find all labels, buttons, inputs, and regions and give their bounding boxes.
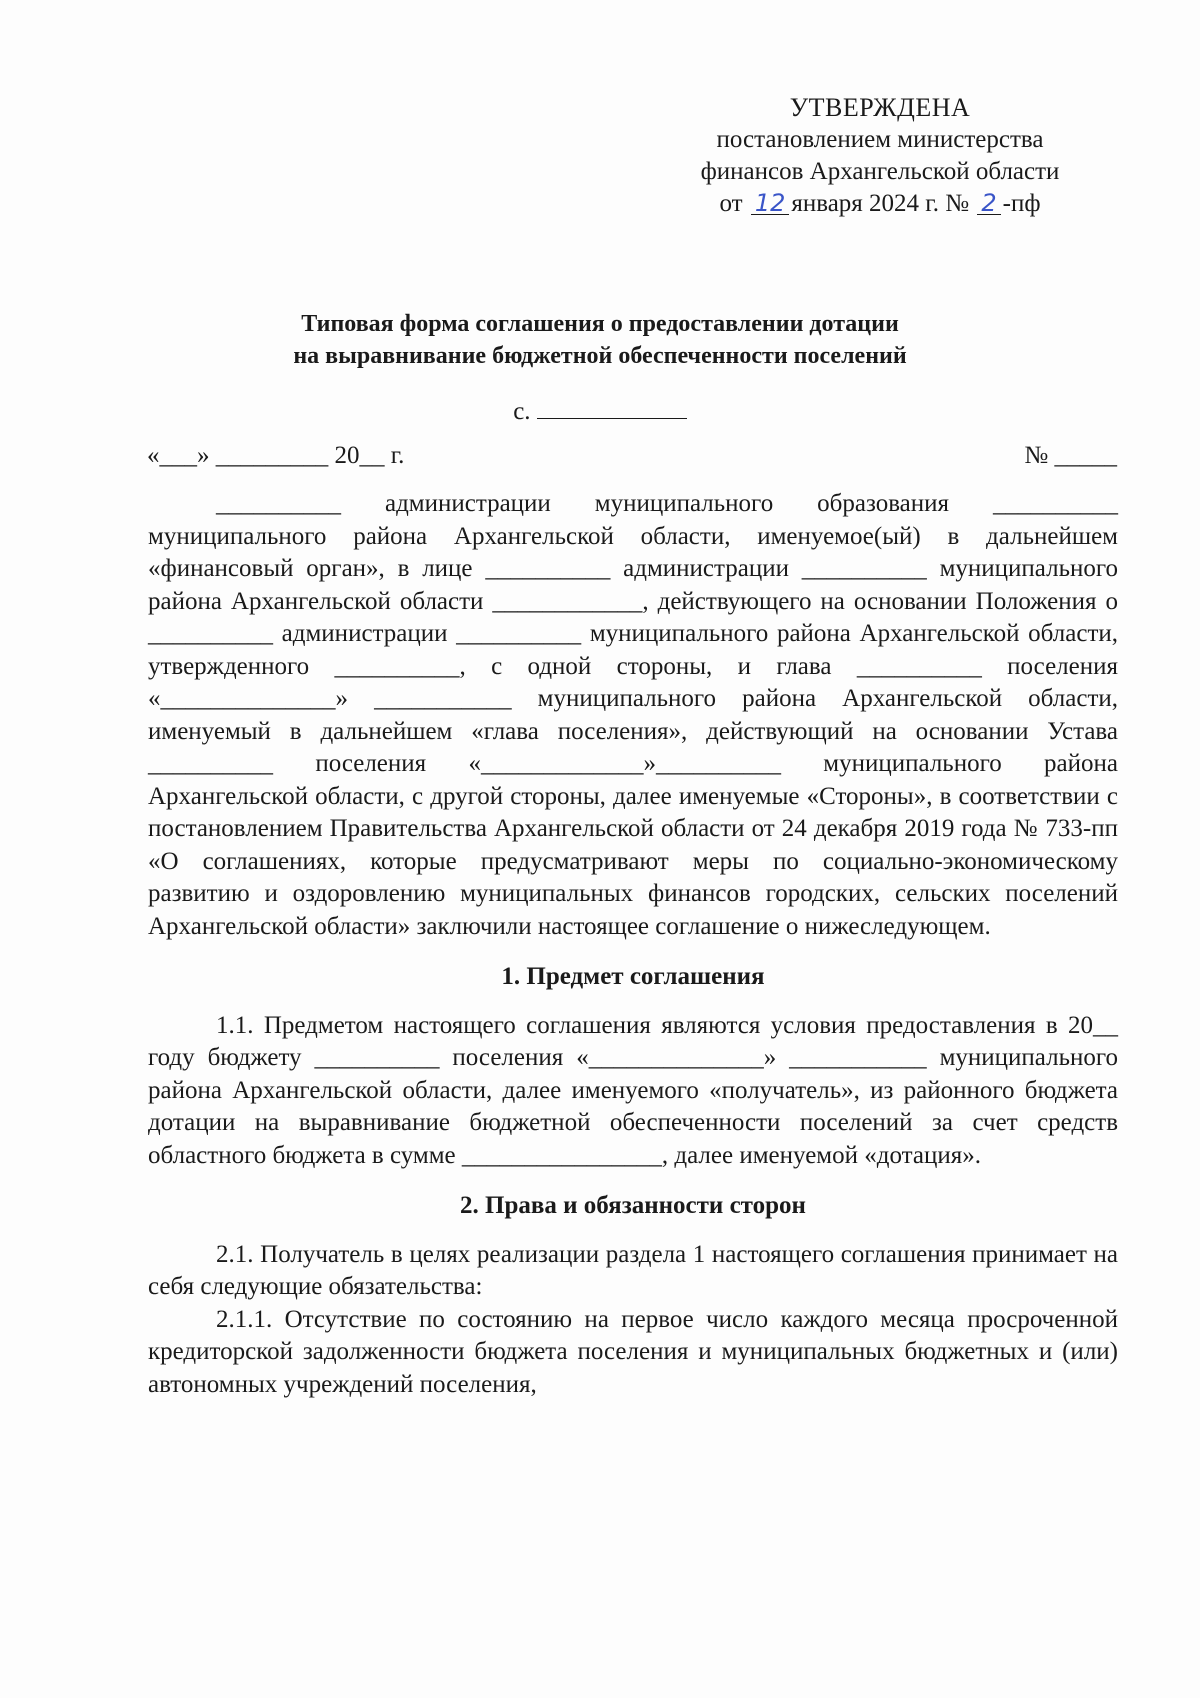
- approval-date-middle: января 2024 г. №: [791, 190, 970, 217]
- document-title-line-1: Типовая форма соглашения о предоставлении дотации: [301, 311, 899, 337]
- place-line: [150, 396, 1050, 428]
- approval-stamp: [660, 92, 1100, 220]
- approval-date-line: [660, 188, 1100, 220]
- approval-line-2: финансов Архангельской области: [700, 158, 1060, 185]
- place-prefix: с.: [513, 398, 531, 425]
- approval-line-1: постановлением министерства: [716, 126, 1044, 153]
- section-2-paragraph-2: 2.1.1. Отсутствие по состоянию на первое число каждого месяца просроченной кредиторской задолженности бюджета поселения и муниципальных бюджетных и (или) автономных учреждений поселения,: [148, 1305, 1118, 1398]
- approval-date-suffix: -пф: [1002, 190, 1041, 217]
- handwritten-day: 12: [751, 192, 790, 215]
- approval-title: УТВЕРЖДЕНА: [789, 93, 971, 122]
- section-2-heading: 2. Права и обязанности сторон: [460, 1192, 806, 1219]
- section-1-paragraph-1: 1.1. Предметом настоящего соглашения являются условия предоставления в 20__ году бюджету __________ поселения «______________» ___________ муниципального района Архангельской области, далее именуемого «получатель», из районного бюджета дотации на выравнивание бюджетной обеспеченности поселений за счет средств областного бюджета в сумме ________________, далее именуемой «дотация».: [148, 1011, 1118, 1169]
- document-title: [150, 308, 1050, 372]
- place-blank: [537, 398, 687, 419]
- handwritten-number: 2: [977, 192, 1000, 215]
- section-1-heading: 1. Предмет соглашения: [501, 963, 765, 990]
- approval-date-prefix: от: [719, 190, 743, 217]
- agreement-number: № _____: [1024, 442, 1117, 469]
- agreement-date: «___» _________ 20__ г.: [147, 442, 405, 469]
- document-body: [148, 488, 1118, 1401]
- section-2-paragraph-1: 2.1. Получатель в целях реализации раздела 1 настоящего соглашения принимает на себя следующие обязательства:: [148, 1240, 1118, 1300]
- agreement-date-line: [147, 440, 1117, 472]
- document-title-line-2: на выравнивание бюджетной обеспеченности поселений: [293, 343, 907, 369]
- preamble-paragraph: __________ администрации муниципального образования __________ муниципального района Архангельской области, именуемое(ый) в дальнейшем «финансовый орган», в лице __________ администрации __________ муниципального района Архангельской области ____________, действующего на основании Положения о __________ администрации __________ муниципального района Архангельской области, утвержденного __________, с одной стороны, и глава __________ поселения «______________» ___________ муниципального района Архангельской области, именуемый в дальнейшем «глава поселения», действующий на основании Устава __________ поселения «_____________»__________ муниципального района Архангельской области, с другой стороны, далее именуемые «Стороны», в соответствии с постановлением Правительства Архангельской области от 24 декабря 2019 года № 733-пп «О соглашениях, которые предусматривают меры по социально-экономическому развитию и оздоровлению муниципальных финансов городских, сельских поселений Архангельской области» заключили настоящее соглашение о нижеследующем.: [148, 490, 1118, 940]
